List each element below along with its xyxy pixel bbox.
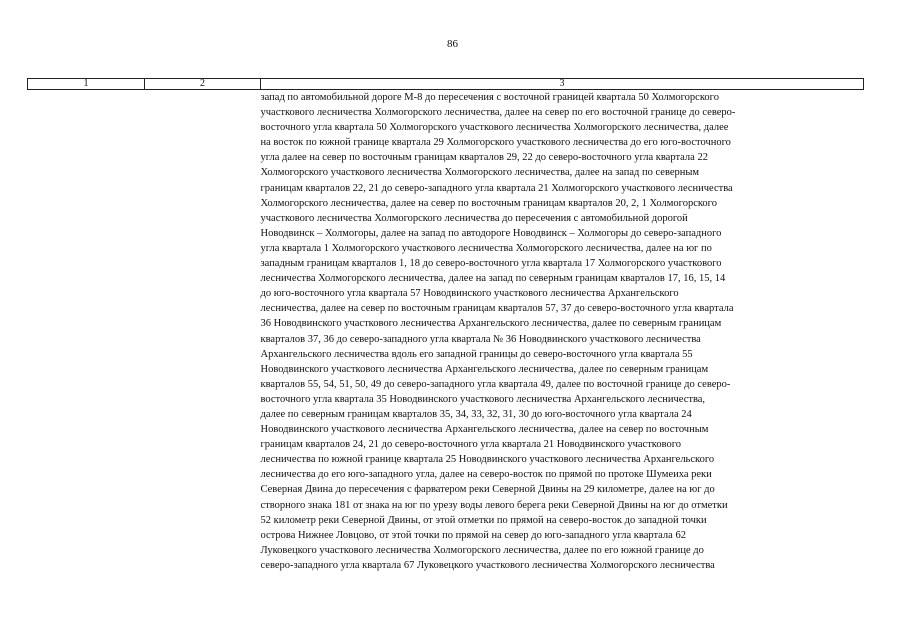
text-line: далее по северным границам кварталов 35, 34, 33, 32, 31, 30 до юго-восточного угла квартала 24	[260, 408, 692, 420]
text-line: 52 километр реки Северной Двины, от этой отметки по прямой на северо-восток до западной точки	[260, 514, 707, 526]
column-2-header: 2	[145, 79, 261, 90]
text-line: лесничества Холмогорского лесничества, далее на запад по северным границам кварталов 17, 16, 15, 14	[260, 273, 726, 285]
page-number: 86	[447, 38, 458, 50]
text-line: западным границам кварталов 1, 18 до северо-восточного угла квартала 17 Холмогорского участкового	[260, 258, 722, 270]
text-line: восточного угла квартала 35 Новодвинского участкового лесничества Архангельского лесничества,	[260, 393, 706, 405]
text-line: границам кварталов 22, 21 до северо-западного угла квартала 21 Холмогорского участкового лесничества	[260, 182, 733, 194]
text-line: лесничества, далее на север по восточным границам кварталов 57, 37 до северо-восточного угла квартала	[260, 303, 734, 315]
column-1-cell	[28, 90, 145, 574]
text-line: на восток по южной границе квартала 29 Холмогорского участкового лесничества до его юго-восточного	[260, 137, 731, 149]
text-line: Новодвинск – Холмогоры, далее на запад по автодороге Новодвинск – Холмогоры до северо-западного	[260, 227, 722, 239]
text-line: Холмогорского лесничества, далее на север по восточным границам кварталов 20, 2, 1 Холмогорского	[260, 197, 717, 209]
text-line: кварталов 37, 36 до северо-западного угла квартала № 36 Новодвинского участкового лесничества	[260, 333, 701, 345]
text-line: лесничества до его юго-западного угла, далее на северо-восток по прямой по протоке Шумеиха реки	[260, 469, 712, 481]
table-header-row	[28, 79, 864, 90]
table-row	[28, 90, 864, 574]
boundary-description-cell	[261, 90, 864, 574]
text-line: Новодвинского участкового лесничества Архангельского лесничества, далее по северным границам	[260, 363, 709, 375]
text-line: Новодвинского участкового лесничества Архангельского лесничества, далее на север по восточным	[260, 424, 709, 436]
text-line: до юго-восточного угла квартала 57 Новодвинского участкового лесничества Архангельского	[260, 288, 679, 300]
text-line: границам кварталов 24, 21 до северо-восточного угла квартала 21 Новодвинского участкового	[260, 439, 682, 451]
text-line: Северная Двина до пересечения с фарватером реки Северной Двины на 29 километре, далее на юг до	[260, 484, 715, 496]
text-line: Холмогорского участкового лесничества Холмогорского лесничества, далее на запад по северным	[260, 167, 700, 179]
column-3-header: 3	[261, 79, 864, 90]
text-line: участкового лесничества Холмогорского лесничества до пересечения с автомобильной дорогой	[260, 212, 688, 224]
text-line: створного знака 181 от знака на юг по урезу воды левого берега реки Северной Двины на юг до отметки	[260, 499, 728, 511]
text-line: запад по автомобильной дороге М-8 до пересечения с восточной границей квартала 50 Холмогорского	[260, 92, 719, 103]
text-line: восточного угла квартала 50 Холмогорского участкового лесничества Холмогорского лесничества, далее	[260, 122, 729, 134]
text-line: 36 Новодвинского участкового лесничества Архангельского лесничества, далее по северным границам	[260, 318, 722, 330]
text-line: угла далее на север по восточным границам кварталов 29, 22 до северо-восточного угла квартала 22	[260, 152, 708, 164]
text-line: острова Нижнее Ловцово, от этой точки по прямой на север до юго-западного угла квартала 62	[260, 529, 686, 541]
text-line: кварталов 55, 54, 51, 50, 49 до северо-западного угла квартала 49, далее по восточной границе до северо-	[260, 378, 731, 390]
text-line: Архангельского лесничества вдоль его западной границы до северо-восточного угла квартала 55	[260, 348, 693, 360]
text-line: участкового лесничества Холмогорского лесничества, далее на север по его восточной границе до северо-	[260, 107, 736, 119]
text-line: лесничества по южной границе квартала 25 Новодвинского участкового лесничества Архангельского	[260, 454, 715, 466]
column-2-cell	[145, 90, 261, 574]
column-1-header: 1	[28, 79, 145, 90]
text-line: угла квартала 1 Холмогорского участкового лесничества Холмогорского лесничества, далее на юг по	[260, 242, 712, 254]
boundary-description-table	[27, 78, 864, 573]
text-line: Луковецкого участкового лесничества Холмогорского лесничества, далее по его южной границе до	[260, 544, 704, 556]
text-line: северо-западного угла квартала 67 Луковецкого участкового лесничества Холмогорского лесничества	[260, 559, 715, 571]
